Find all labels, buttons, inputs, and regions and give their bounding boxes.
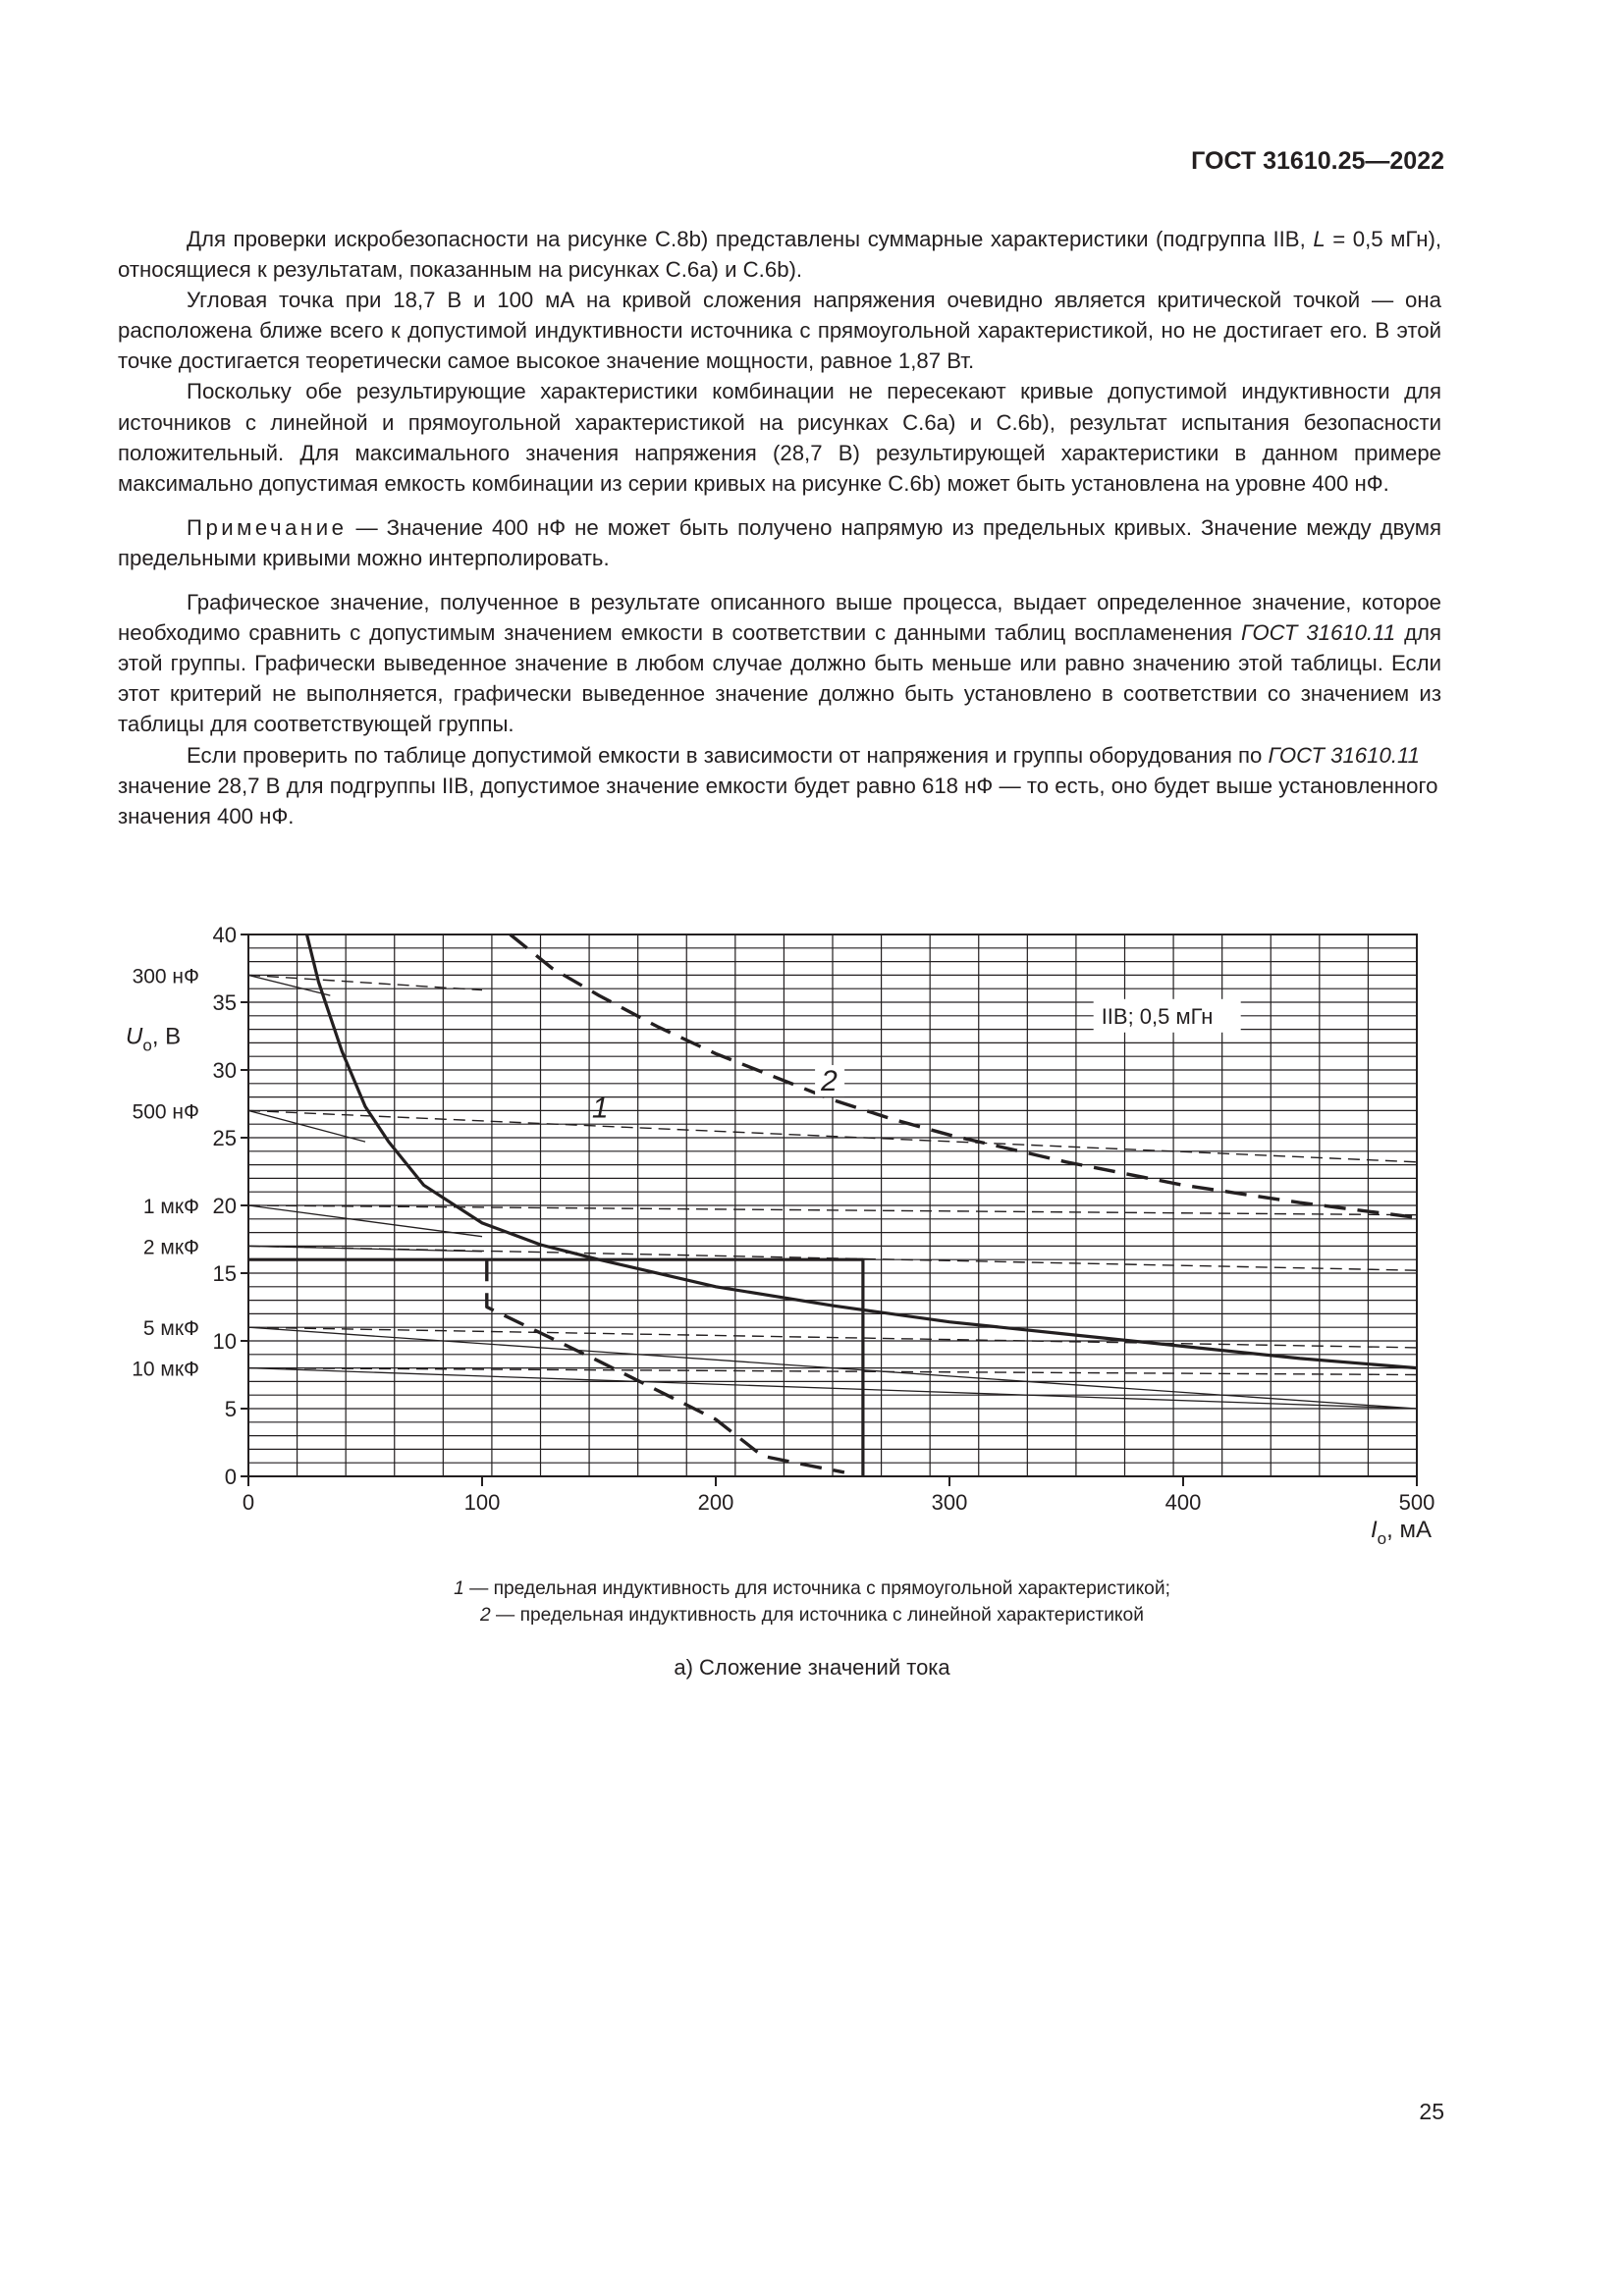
legend-number: 1 <box>454 1578 464 1599</box>
x-tick-label: 200 <box>697 1490 734 1515</box>
capacitance-label: 5 мкФ <box>142 1317 199 1341</box>
paragraph-5-part-a: Если проверить по таблице допустимой емкости в зависимости от напряжения и группы оборудования по <box>187 742 1269 768</box>
y-tick-label: 25 <box>212 1126 237 1150</box>
paragraph-2: Угловая точка при 18,7 В и 100 мА на кривой сложения напряжения очевидно является критической точкой — она расположена ближе всего к допустимой индуктивности источника с прямоугольной характеристикой, но не достигает его. В этой точке достигается теоретически самое высокое значение мощности, равное 1,87 Вт. <box>118 288 1441 374</box>
x-tick-label: 100 <box>463 1490 501 1515</box>
x-axis-label <box>1371 1517 1432 1548</box>
note-label: Примечание <box>187 514 348 540</box>
paragraph-5-part-b: значение 28,7 В для подгруппы IIB, допустимое значение емкости будет равно 618 нФ — то есть, оно будет выше установленного значения 400 нФ. <box>118 773 1438 828</box>
standard-reference: ГОСТ 31610.11 <box>1268 742 1421 768</box>
figure-caption: а) Сложение значений тока <box>674 1655 950 1680</box>
y-tick-label: 15 <box>212 1261 237 1286</box>
y-tick-label: 20 <box>212 1194 237 1218</box>
series-line-11 <box>248 1246 482 1252</box>
legend-number: 2 <box>480 1605 491 1626</box>
note-text: — Значение 400 нФ не может быть получено напрямую из предельных кривых. Значение между двумя предельными кривыми можно интерполировать. <box>118 514 1441 570</box>
series-line-1 <box>511 934 1417 1217</box>
group-box-label: IIB; 0,5 мГн <box>1101 1003 1214 1029</box>
capacitance-label: 2 мкФ <box>142 1236 199 1259</box>
curve-2-label: 2 <box>821 1065 838 1098</box>
paragraph-4-part-a: Графическое значение, полученное в результате описанного выше процесса, выдает определенное значение, которое необходимо сравнить с допустимым значением емкости в соответствии с данными таблиц воспламенения <box>118 590 1441 646</box>
page-number: 25 <box>1419 2099 1444 2124</box>
x-tick-label: 300 <box>931 1490 968 1515</box>
x-tick-label: 0 <box>242 1490 255 1515</box>
document-header: ГОСТ 31610.25—2022 <box>1191 147 1444 175</box>
capacitance-label: 300 нФ <box>132 965 199 988</box>
legend-text: — предельная индуктивность для источника с линейной характеристикой <box>490 1605 1144 1626</box>
paragraph-3: Поскольку обе результирующие характеристики комбинации не пересекают кривые допустимой индуктивности для источников с линейной и прямоугольной характеристикой на рисунках С.6а) и С.6b), результат испытания безопасности положительный. Для максимального значения напряжения (28,7 В) результирующей характеристики в данном примере максимально допустимая емкость комбинации из серии кривых на рисунке С.6b) может быть установлена на уровне 400 нФ. <box>118 379 1441 496</box>
legend-item-2 <box>0 1602 1624 1629</box>
chart-grid <box>248 934 1417 1476</box>
standard-reference: ГОСТ 31610.11 <box>1241 620 1396 646</box>
capacitance-label: 10 мкФ <box>132 1358 199 1381</box>
series-line-9 <box>248 1205 482 1237</box>
paragraph-4-part-b: для этой группы. Графически выведенное значение в любом случае должно быть меньше или равно значению этой таблицы. Если этот критерий не выполняется, графически выведенное значение должно быть установлено в соответствии со значением из таблицы для соответствующей группы. <box>118 620 1441 737</box>
inductance-symbol: L <box>1313 227 1326 251</box>
series-line-4 <box>248 975 482 989</box>
figure-chart <box>108 913 1483 1551</box>
x-tick-label: 400 <box>1164 1490 1202 1515</box>
y-axis-label <box>126 1024 181 1055</box>
body-text <box>118 224 1441 831</box>
y-axis-symbol: U <box>126 1023 143 1050</box>
y-tick-label: 10 <box>212 1329 237 1354</box>
capacitance-label: 1 мкФ <box>142 1196 199 1218</box>
x-axis-subscript: o <box>1377 1529 1387 1548</box>
x-axis-unit: , мА <box>1386 1517 1432 1543</box>
y-tick-label: 0 <box>224 1465 237 1489</box>
legend-item-1 <box>0 1575 1624 1602</box>
figure-legend <box>0 1575 1624 1629</box>
curve-1-label: 1 <box>591 1092 609 1125</box>
x-axis-symbol: I <box>1371 1517 1378 1543</box>
paragraph-5 <box>118 740 1441 831</box>
legend-text: — предельная индуктивность для источника с прямоугольной характеристикой; <box>463 1578 1170 1599</box>
paragraph-1-part-a: Для проверки искробезопасности на рисунке С.8b) представлены суммарные характеристики (подгруппа IIB, <box>187 227 1314 251</box>
capacitance-label: 500 нФ <box>132 1100 199 1124</box>
paragraph-1 <box>118 224 1441 285</box>
y-tick-label: 5 <box>224 1397 237 1421</box>
paragraph-4 <box>118 587 1441 739</box>
y-axis-unit: , В <box>151 1023 182 1050</box>
x-tick-label: 500 <box>1398 1490 1435 1515</box>
y-axis-subscript: o <box>142 1036 152 1055</box>
note <box>118 512 1441 573</box>
y-tick-label: 30 <box>212 1058 237 1083</box>
paragraph-1-part-b: = 0,5 мГн), относящиеся к результатам, показанным на рисунках С.6а) и С.6b). <box>118 227 1442 283</box>
y-tick-label: 35 <box>212 990 237 1015</box>
y-tick-label: 40 <box>212 923 237 947</box>
